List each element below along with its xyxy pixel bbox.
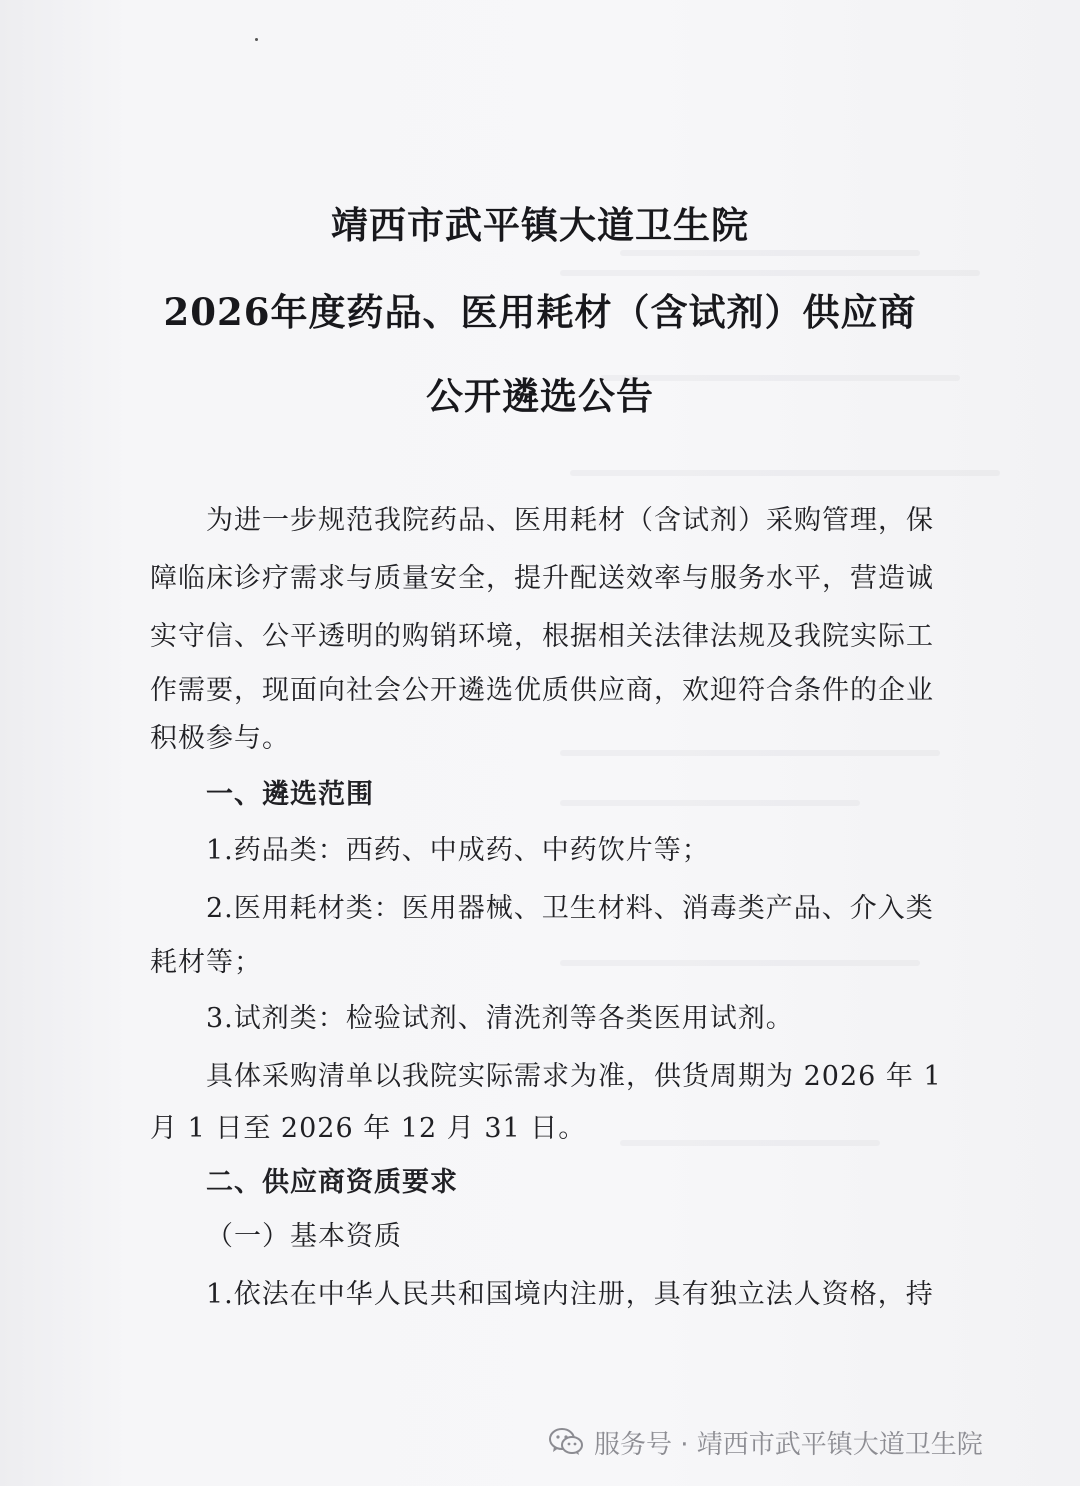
scan-speck	[255, 38, 258, 41]
intro-line: 作需要，现面向社会公开遴选优质供应商，欢迎符合条件的企业	[150, 675, 934, 706]
scope-note: 具体采购清单以我院实际需求为准，供货周期为 2026 年 1	[206, 1061, 942, 1092]
bleed-through	[570, 470, 1000, 476]
section-heading-qualification: 二、供应商资质要求	[206, 1167, 458, 1198]
wechat-watermark	[548, 1422, 983, 1462]
scope-item-reagents: 3.试剂类：检验试剂、清洗剂等各类医用试剂。	[206, 1003, 794, 1034]
bleed-through	[560, 270, 980, 276]
qualification-item: 1.依法在中华人民共和国境内注册，具有独立法人资格，持	[206, 1279, 934, 1310]
section-heading-scope: 一、遴选范围	[206, 779, 374, 810]
scope-item-consumables: 2.医用耗材类：医用器械、卫生材料、消毒类产品、介入类	[206, 893, 934, 924]
intro-line: 积极参与。	[150, 723, 290, 754]
wechat-icon	[548, 1426, 584, 1458]
intro-line: 实守信、公平透明的购销环境，根据相关法律法规及我院实际工	[150, 621, 934, 652]
scope-note-cont: 月 1 日至 2026 年 12 月 31 日。	[150, 1113, 587, 1144]
subsection-basic-qualification: （一）基本资质	[206, 1221, 402, 1252]
scope-item-consumables-cont: 耗材等；	[150, 947, 262, 978]
doc-title-line-3: 公开遴选公告	[426, 374, 654, 418]
doc-title-line-1: 靖西市武平镇大道卫生院	[331, 203, 749, 247]
doc-title-line-2: 2026年度药品、医用耗材（含试剂）供应商	[163, 290, 917, 334]
scope-item-drugs: 1.药品类：西药、中成药、中药饮片等；	[206, 835, 710, 866]
intro-line: 为进一步规范我院药品、医用耗材（含试剂）采购管理，保	[206, 505, 934, 536]
intro-line: 障临床诊疗需求与质量安全，提升配送效率与服务水平，营造诚	[150, 563, 934, 594]
bleed-through	[620, 250, 920, 256]
watermark-text: 服务号 · 靖西市武平镇大道卫生院	[594, 1429, 983, 1460]
